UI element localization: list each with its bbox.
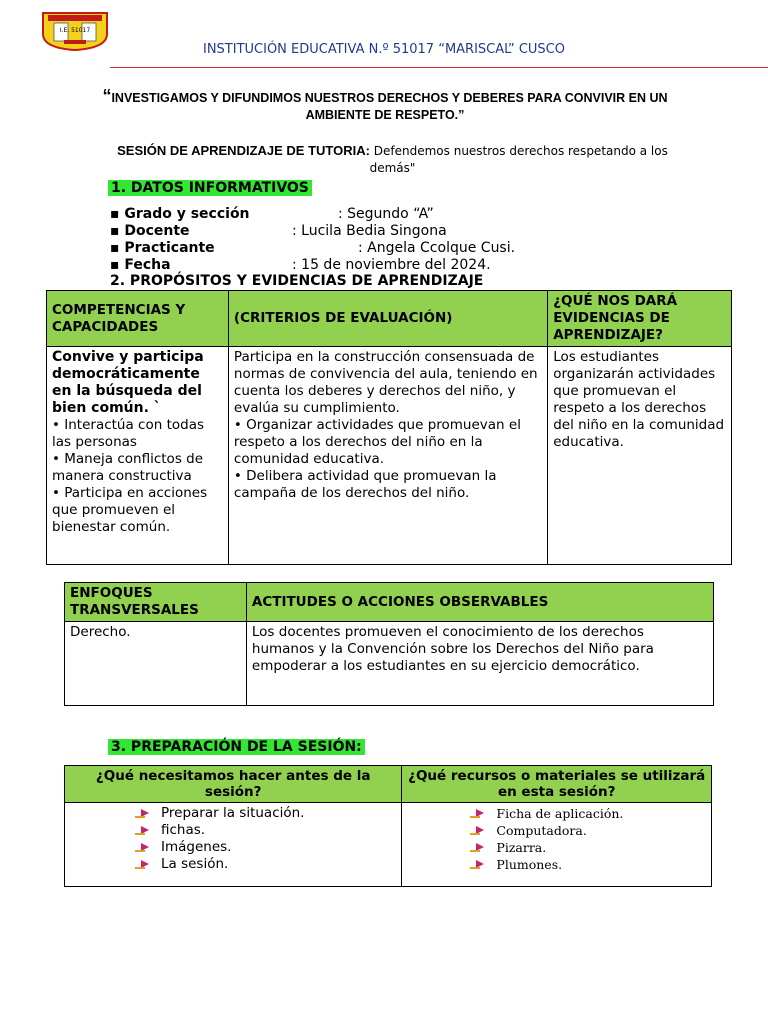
- document-title: [100, 88, 670, 124]
- competencies-cell: [47, 347, 229, 565]
- arrow-bullet-icon: [141, 809, 149, 817]
- header-evidence: ¿QUÉ NOS DARÁ EVIDENCIAS DE APRENDIZAJE?: [548, 291, 732, 347]
- informative-data: [110, 206, 516, 274]
- svg-text:I.E. 51017: I.E. 51017: [59, 27, 91, 34]
- session-label: SESIÓN DE APRENDIZAJE DE TUTORIA:: [117, 143, 370, 158]
- list-item: Preparar la situación.: [137, 805, 396, 822]
- header-divider: [110, 67, 768, 68]
- data-row-grade: ▪ Grado y sección : Segundo “A”: [110, 206, 434, 222]
- arrow-bullet-icon: [476, 826, 484, 834]
- institution-name: INSTITUCIÓN EDUCATIVA N.º 51017 “MARISCAL” CUSCO: [203, 42, 565, 57]
- competence-title: Convive y participa democráticamente en la búsqueda del bien común. `: [52, 349, 204, 416]
- title-open-quote: “: [102, 86, 112, 106]
- list-item: Plumones.: [472, 856, 706, 873]
- criteria-cell: [228, 347, 547, 565]
- list-item: La sesión.: [137, 856, 396, 873]
- arrow-bullet-icon: [141, 843, 149, 851]
- list-item: Computadora.: [472, 822, 706, 839]
- evidence-cell: Los estudiantes organizarán actividades que promuevan el respeto a los derechos del niño en la comunidad educativa.: [548, 347, 732, 565]
- list-item: Pizarra.: [472, 839, 706, 856]
- header-materials: ¿Qué recursos o materiales se utilizará en esta sesión?: [402, 766, 712, 803]
- materials-cell: [402, 803, 712, 887]
- header-approaches: ENFOQUES TRANSVERSALES: [65, 583, 247, 622]
- section-3-heading: 3. PREPARACIÓN DE LA SESIÓN:: [108, 736, 365, 755]
- arrow-bullet-icon: [141, 826, 149, 834]
- list-item: fichas.: [137, 822, 396, 839]
- arrow-bullet-icon: [476, 809, 484, 817]
- header-criteria: (CRITERIOS DE EVALUACIÓN): [228, 291, 547, 347]
- arrow-bullet-icon: [141, 860, 149, 868]
- session-preparation-table: [64, 765, 712, 887]
- list-item: Ficha de aplicación.: [472, 805, 706, 822]
- criterion-item: • Organizar actividades que promuevan el respeto a los derechos del niño en la comunidad educativa.: [233, 417, 521, 467]
- header-actions: ACTITUDES O ACCIONES OBSERVABLES: [246, 583, 713, 622]
- actions-cell: Los docentes promueven el conocimiento de los derechos humanos y la Convención sobre los Derechos del Niño para empoderar a los estudiantes en su ejercicio democrático.: [246, 622, 713, 706]
- session-title: [115, 142, 670, 177]
- list-item: Imágenes.: [137, 839, 396, 856]
- section-2-heading: 2. PROPÓSITOS Y EVIDENCIAS DE APRENDIZAJE: [110, 273, 484, 289]
- school-logo: [40, 10, 110, 52]
- data-row-date: ▪ Fecha : 15 de noviembre del 2024.: [110, 257, 491, 273]
- header-before-session: ¿Qué necesitamos hacer antes de la sesión?: [65, 766, 402, 803]
- before-session-cell: [65, 803, 402, 887]
- capacity-item: • Interactúa con todas las personas: [52, 417, 205, 450]
- arrow-bullet-icon: [476, 843, 484, 851]
- purposes-table: [46, 290, 732, 565]
- transversal-approaches-table: [64, 582, 714, 706]
- criterion-item: • Delibera actividad que promuevan la campaña de los derechos del niño.: [233, 468, 497, 501]
- header-competencies: COMPETENCIAS Y CAPACIDADES: [47, 291, 229, 347]
- arrow-bullet-icon: [476, 860, 484, 868]
- capacity-item: • Maneja conflictos de manera constructiva: [52, 451, 204, 484]
- capacity-item: • Participa en acciones que promueven el bienestar común.: [52, 485, 208, 535]
- section-1-heading: 1. DATOS INFORMATIVOS: [108, 177, 312, 196]
- criterion-item: Participa en la construcción consensuada de normas de convivencia del aula, teniendo en cuenta los deberes y derechos del niño, y evalúa su cumplimiento.: [233, 349, 538, 416]
- title-text: INVESTIGAMOS Y DIFUNDIMOS NUESTROS DERECHOS Y DEBERES PARA CONVIVIR EN UN AMBIENTE DE RESPETO.”: [111, 91, 668, 122]
- data-row-practitioner: ▪ Practicante : Angela Ccolque Cusi.: [110, 240, 516, 256]
- data-row-teacher: ▪ Docente : Lucila Bedia Singona: [110, 223, 447, 239]
- approach-cell: Derecho.: [65, 622, 247, 706]
- session-name: Defendemos nuestros derechos respetando a los demás": [369, 144, 668, 175]
